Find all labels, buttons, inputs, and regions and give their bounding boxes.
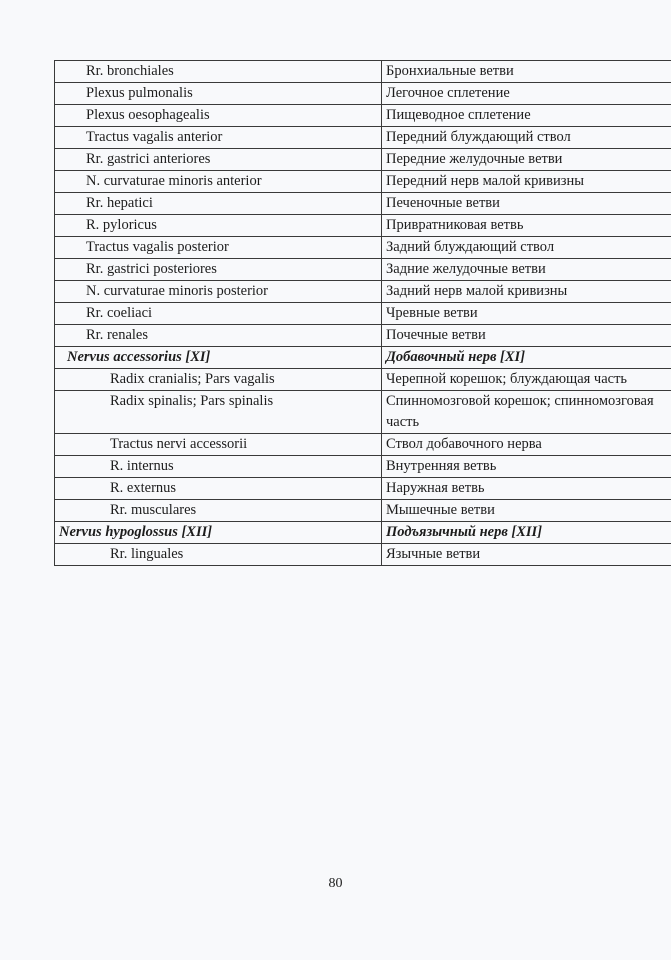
latin-term-cell: Rr. hepatici <box>55 193 382 215</box>
russian-term-cell: Задние желудочные ветви <box>382 259 671 281</box>
latin-term-cell: Tractus vagalis posterior <box>55 237 382 259</box>
russian-term-cell: Внутренняя ветвь <box>382 456 671 478</box>
section-header-row <box>55 347 671 369</box>
russian-term-cell: Ствол добавочного нерва <box>382 434 671 456</box>
table-row <box>55 127 671 149</box>
latin-term-cell: R. internus <box>55 456 382 478</box>
russian-term-cell: Задний блуждающий ствол <box>382 237 671 259</box>
table-row <box>55 149 671 171</box>
table-row <box>55 434 671 456</box>
latin-term-cell: Rr. bronchiales <box>55 61 382 83</box>
russian-term-cell: Наружная ветвь <box>382 478 671 500</box>
russian-term-cell: Пищеводное сплетение <box>382 105 671 127</box>
russian-term-cell: Легочное сплетение <box>382 83 671 105</box>
table-row <box>55 325 671 347</box>
table-row <box>55 500 671 522</box>
table-row <box>55 215 671 237</box>
latin-term-cell: Rr. renales <box>55 325 382 347</box>
table-row <box>55 237 671 259</box>
latin-term-cell: Radix cranialis; Pars vagalis <box>55 369 382 391</box>
russian-term-cell: Язычные ветви <box>382 544 671 566</box>
table-row <box>55 303 671 325</box>
russian-term-cell: Печеночные ветви <box>382 193 671 215</box>
russian-term-cell: Почечные ветви <box>382 325 671 347</box>
table-row <box>55 259 671 281</box>
russian-term-cell: Спинномозговой корешок; спинномозговая часть <box>382 391 671 434</box>
latin-term-cell: Nervus hypoglossus [XII] <box>55 522 382 544</box>
latin-term-cell: N. curvaturae minoris anterior <box>55 171 382 193</box>
section-header-row <box>55 522 671 544</box>
table-row <box>55 391 671 434</box>
table-row <box>55 61 671 83</box>
table-row <box>55 193 671 215</box>
table-row <box>55 105 671 127</box>
russian-term-cell: Подъязычный нерв [XII] <box>382 522 671 544</box>
table-row <box>55 544 671 566</box>
russian-term-cell: Передний нерв малой кривизны <box>382 171 671 193</box>
latin-term-cell: Rr. linguales <box>55 544 382 566</box>
page-number: 80 <box>328 876 343 891</box>
russian-term-cell: Черепной корешок; блуждающая часть <box>382 369 671 391</box>
terminology-table <box>54 60 671 566</box>
table-row <box>55 83 671 105</box>
latin-term-cell: Plexus oesophagealis <box>55 105 382 127</box>
russian-term-cell: Мышечные ветви <box>382 500 671 522</box>
latin-term-cell: Rr. gastrici posteriores <box>55 259 382 281</box>
table-row <box>55 171 671 193</box>
russian-term-cell: Передние желудочные ветви <box>382 149 671 171</box>
russian-term-cell: Передний блуждающий ствол <box>382 127 671 149</box>
latin-term-cell: Tractus vagalis anterior <box>55 127 382 149</box>
latin-term-cell: N. curvaturae minoris posterior <box>55 281 382 303</box>
latin-term-cell: Radix spinalis; Pars spinalis <box>55 391 382 434</box>
latin-term-cell: Rr. coeliaci <box>55 303 382 325</box>
latin-term-cell: R. externus <box>55 478 382 500</box>
russian-term-cell: Бронхиальные ветви <box>382 61 671 83</box>
table-body <box>55 61 671 566</box>
latin-term-cell: Plexus pulmonalis <box>55 83 382 105</box>
latin-term-cell: Rr. gastrici anteriores <box>55 149 382 171</box>
table-row <box>55 369 671 391</box>
latin-term-cell: Nervus accessorius [XI] <box>55 347 382 369</box>
russian-term-cell: Добавочный нерв [XI] <box>382 347 671 369</box>
table-row <box>55 281 671 303</box>
table-row <box>55 456 671 478</box>
russian-term-cell: Привратниковая ветвь <box>382 215 671 237</box>
latin-term-cell: R. pyloricus <box>55 215 382 237</box>
table-row <box>55 478 671 500</box>
latin-term-cell: Rr. musculares <box>55 500 382 522</box>
russian-term-cell: Задний нерв малой кривизны <box>382 281 671 303</box>
latin-term-cell: Tractus nervi accessorii <box>55 434 382 456</box>
russian-term-cell: Чревные ветви <box>382 303 671 325</box>
